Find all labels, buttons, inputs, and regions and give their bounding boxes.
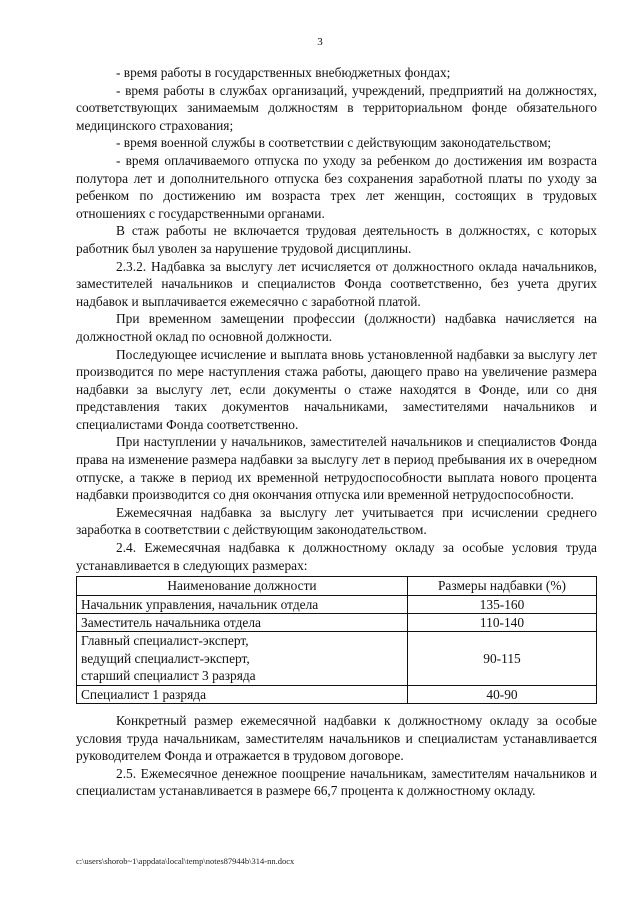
paragraph: 2.5. Ежемесячное денежное поощрение начальникам, заместителям начальников и специалистам устанавливается в размере 66,7 процента к должностному окладу. — [76, 765, 597, 799]
position-line: старший специалист 3 разряда — [81, 668, 256, 684]
paragraph: 2.4. Ежемесячная надбавка к должностному окладу за особые условия труда устанавливается в следующих размерах: — [76, 540, 597, 573]
paragraph: - время оплачиваемого отпуска по уходу за ребенком до достижения им возраста полутора лет и дополнительного отпуска без сохранения заработной платы по уходу за ребенком по достижению им возраста трех лет женщин, состоящих в трудовых отношениях с государственными органами. — [76, 152, 597, 221]
table-header-row — [77, 577, 597, 595]
table-row — [77, 685, 597, 703]
table-row — [77, 595, 597, 613]
paragraph: - время работы в службах организаций, учреждений, предприятий на должностях, соответствующих занимаемым должностям в территориальном фонде обязательного медицинского страхования; — [76, 82, 597, 133]
allowance-cell: 90-115 — [408, 632, 597, 685]
paragraph: При временном замещении профессии (должности) надбавка начисляется на должностной оклад по основной должности. — [76, 311, 597, 344]
table-row — [77, 632, 597, 685]
allowance-cell: 135-160 — [408, 595, 597, 613]
paragraph: 2.3.2. Надбавка за выслугу лет исчисляется от должностного оклада начальников, заместителей начальников и специалистов Фонда соответственно, без учета других надбавок и выплачивается ежемесячно с заработной платой. — [76, 258, 597, 309]
column-header-allowance: Размеры надбавки (%) — [408, 577, 597, 595]
position-line: Специалист 1 разряда — [81, 686, 207, 702]
page-number: 3 — [317, 36, 323, 48]
paragraph: При наступлении у начальников, заместителей начальников и специалистов Фонда права на изменение размера надбавки за выслугу лет в период пребывания их в очередном отпуске, а также в период их временной нетрудоспособности выплата нового процента надбавки производится со дня окончания отпуска или временной нетрудоспособности. — [76, 434, 597, 503]
column-header-position: Наименование должности — [77, 577, 408, 595]
paragraph: Конкретный размер ежемесячной надбавки к должностному окладу за особые условия труда начальникам, заместителям начальников и специалистам устанавливается руководителем Фонда и отражается в трудовом договоре. — [76, 713, 597, 764]
allowance-cell: 40-90 — [408, 685, 597, 703]
allowance-cell: 110-140 — [408, 614, 597, 632]
position-cell — [77, 614, 408, 632]
paragraph: - время военной службы в соответствии с действующим законодательством; — [116, 135, 552, 151]
position-cell — [77, 685, 408, 703]
paragraph: - время работы в государственных внебюджетных фондах; — [116, 65, 451, 80]
position-line: ведущий специалист-эксперт, — [81, 650, 250, 666]
footer-file-path: c:\users\shorob~1\appdata\local\temp\notes87944b\314-nn.docx — [76, 856, 295, 866]
paragraph: Ежемесячная надбавка за выслугу лет учитывается при исчислении среднего заработка в соответствии с действующим законодательством. — [76, 504, 597, 538]
paragraph: В стаж работы не включается трудовая деятельность в должностях, с которых работник был уволен за нарушение трудовой дисциплины. — [76, 223, 597, 256]
table-row — [77, 614, 597, 632]
position-line: Заместитель начальника отдела — [81, 615, 261, 631]
document-body — [76, 64, 597, 800]
paragraph: Последующее исчисление и выплата вновь установленной надбавки за выслугу лет производится по мере наступления стажа работы, дающего право на увеличение размера надбавки за выслугу лет, если документы о стаже находятся в Фонде, или со дня представления таких документов начальниками, заместителями начальников и специалистами Фонда соответственно. — [76, 346, 597, 432]
position-cell — [77, 595, 408, 613]
allowance-table — [76, 576, 597, 704]
position-line: Главный специалист-эксперт, — [81, 633, 249, 649]
position-line: Начальник управления, начальник отдела — [81, 596, 319, 612]
position-cell — [77, 632, 408, 685]
